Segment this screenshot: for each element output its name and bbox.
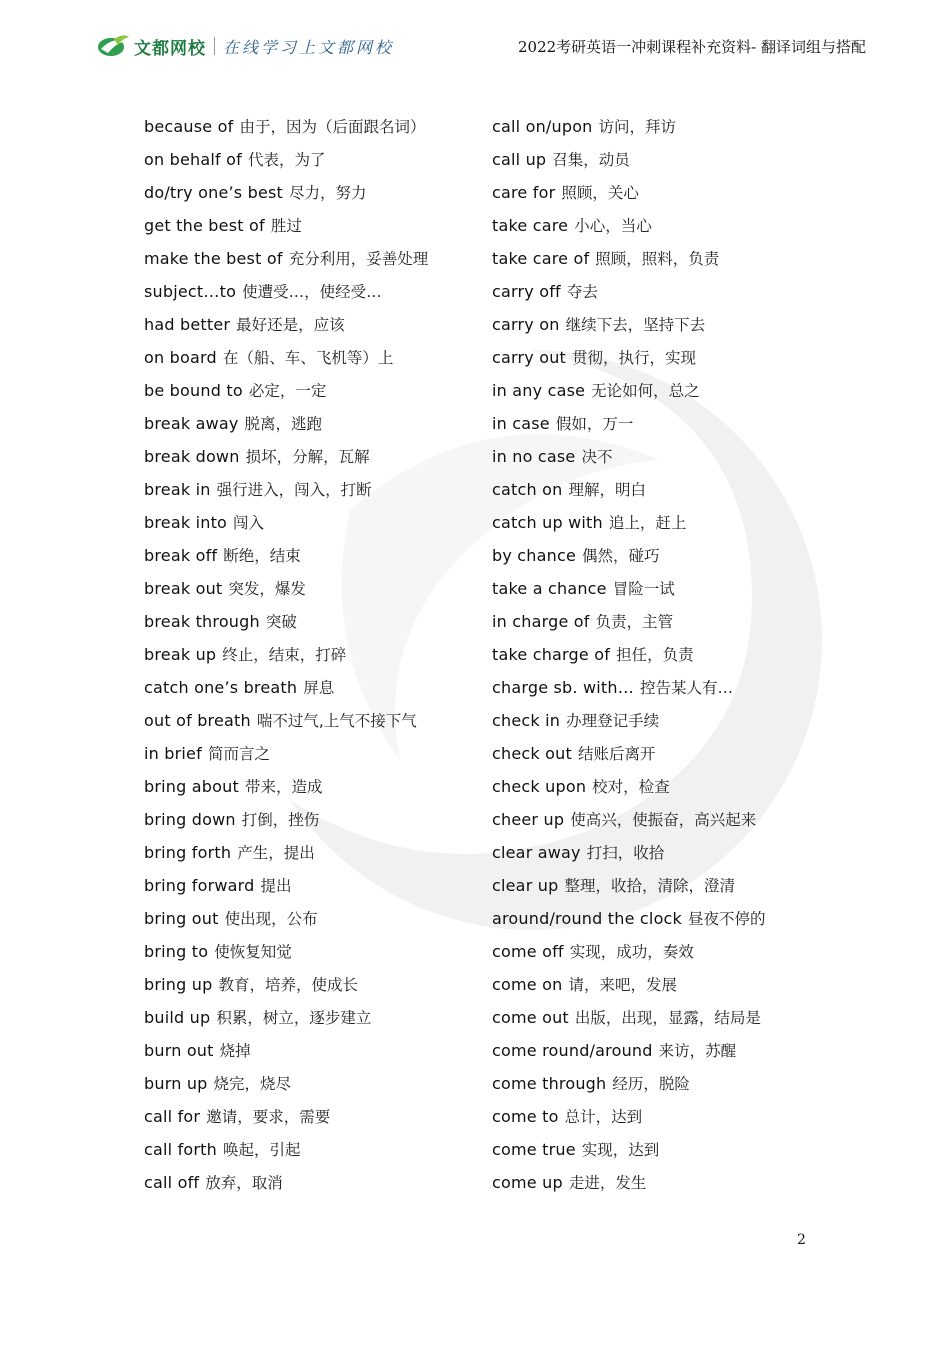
phrase-meaning: 假如，万一 [555,415,634,433]
phrase-text: check out [492,744,572,763]
phrase-entry [492,805,822,838]
phrase-meaning: 放弃，取消 [205,1174,283,1192]
phrase-entry [144,541,474,574]
phrase-text: in brief [144,744,202,763]
phrase-entry [144,112,474,145]
phrase-meaning: 必定，一定 [248,382,327,400]
phrase-entry [492,409,822,442]
phrase-entry [144,673,474,706]
phrase-meaning: 屏息 [303,679,335,697]
phrase-entry [144,442,474,475]
phrase-entry [492,1168,822,1201]
phrase-meaning: 整理，收拾，清除，澄清 [564,877,735,895]
phrase-text: come round/around [492,1041,653,1060]
phrase-meaning: 突发，爆发 [228,580,306,598]
phrase-entry [492,706,822,739]
phrase-meaning: 突破 [265,613,297,631]
phrase-text: call on/upon [492,117,593,136]
phrase-meaning: 最好还是，应该 [236,316,345,334]
phrase-text: cheer up [492,810,565,829]
phrase-entry [492,640,822,673]
phrase-entry [492,178,822,211]
phrase-text: break out [144,579,223,598]
phrase-entry [144,904,474,937]
phrase-entry [492,838,822,871]
phrase-entry [492,376,822,409]
phrase-entry [492,211,822,244]
phrase-text: call off [144,1173,200,1192]
phrase-text: come up [492,1173,563,1192]
phrase-meaning: 积累，树立，逐步建立 [216,1009,372,1027]
phrase-text: call for [144,1107,201,1126]
phrase-entry [492,970,822,1003]
phrase-meaning: 使高兴，使振奋，高兴起来 [570,811,757,829]
phrase-text: in case [492,414,550,433]
phrase-entry [492,1069,822,1102]
phrase-meaning: 偶然，碰巧 [582,547,660,565]
phrase-meaning: 夺去 [566,283,598,301]
phrase-text: because of [144,117,234,136]
phrase-text: come to [492,1107,559,1126]
phrase-entry [144,1003,474,1036]
phrase-text: break away [144,414,239,433]
phrase-meaning: 代表，为了 [247,151,326,169]
phrase-meaning: 实现，达到 [581,1141,660,1159]
phrase-text: burn up [144,1074,208,1093]
phrase-meaning: 烧掉 [219,1042,251,1060]
phrase-text: had better [144,315,231,334]
phrase-text: carry on [492,315,560,334]
phrase-text: by chance [492,546,577,565]
phrase-meaning: 追上，赶上 [608,514,687,532]
phrase-text: bring forward [144,876,255,895]
phrase-meaning: 胜过 [270,217,302,235]
phrase-text: bring out [144,909,219,928]
phrase-entry [144,211,474,244]
phrase-meaning: 尽力，努力 [289,184,367,202]
phrase-text: catch on [492,480,563,499]
phrase-meaning: 冒险一试 [612,580,675,598]
phrase-meaning: 产生，提出 [237,844,315,862]
phrase-text: bring forth [144,843,232,862]
phrase-text: come on [492,975,563,994]
phrase-entry [144,937,474,970]
right-phrase-column [492,112,822,1201]
phrase-meaning: 结账后离开 [577,745,656,763]
phrase-text: break down [144,447,240,466]
phrase-entry [492,607,822,640]
phrase-meaning: 出版，出现，显露，结局是 [574,1009,761,1027]
phrase-meaning: 使恢复知觉 [214,943,292,961]
phrase-entry [492,1003,822,1036]
phrase-text: in no case [492,447,576,466]
phrase-text: call up [492,150,547,169]
phrase-entry [144,343,474,376]
phrase-entry [492,772,822,805]
phrase-text: take charge of [492,645,611,664]
phrase-entry [144,508,474,541]
phrase-entry [144,574,474,607]
phrase-text: around/round the clock [492,909,683,928]
phrase-text: clear away [492,843,581,862]
phrase-meaning: 邀请，要求，需要 [206,1108,331,1126]
phrase-text: bring up [144,975,213,994]
phrase-text: take a chance [492,579,607,598]
phrase-text: catch up with [492,513,603,532]
phrase-entry [144,1036,474,1069]
phrase-text: carry off [492,282,561,301]
phrase-text: break into [144,513,228,532]
phrase-meaning: 请，来吧，发展 [568,976,677,994]
phrase-entry [144,805,474,838]
phrase-entry [144,409,474,442]
phrase-meaning: 闯入 [233,514,265,532]
phrase-entry [144,706,474,739]
phrase-entry [144,1168,474,1201]
brand-logo [96,33,394,59]
phrase-meaning: 充分利用，妥善处理 [288,250,429,268]
phrase-text: take care [492,216,569,235]
phrase-entry [144,1135,474,1168]
phrase-meaning: 提出 [260,877,292,895]
phrase-text: be bound to [144,381,243,400]
phrase-meaning: 由于，因为（后面跟名词） [239,118,426,136]
phrase-entry [492,904,822,937]
phrase-entry [492,475,822,508]
page-number: 2 [797,1232,806,1248]
phrase-entry [492,442,822,475]
phrase-entry [144,1102,474,1135]
phrase-entry [144,838,474,871]
phrase-meaning: 烧完，烧尽 [213,1075,292,1093]
phrase-text: break in [144,480,211,499]
phrase-meaning: 带来，造成 [244,778,323,796]
phrase-text: on behalf of [144,150,242,169]
phrase-entry [492,1036,822,1069]
phrase-text: burn out [144,1041,214,1060]
phrase-meaning: 理解，明白 [568,481,646,499]
phrase-text: break up [144,645,217,664]
phrase-entry [492,112,822,145]
logo-divider [214,37,215,55]
brand-slogan: 在线学习上文都网校 [223,37,395,57]
phrase-meaning: 经历，脱险 [612,1075,690,1093]
phrase-entry [144,145,474,178]
phrase-entry [492,1102,822,1135]
document-title: 2022考研英语一冲刺课程补充资料- 翻译词组与搭配 [517,38,866,56]
phrase-entry [144,772,474,805]
phrase-meaning: 校对，检查 [592,778,670,796]
phrase-text: get the best of [144,216,265,235]
phrase-text: catch one’s breath [144,678,298,697]
phrase-text: do/try one’s best [144,183,284,202]
phrase-meaning: 使出现，公布 [224,910,318,928]
phrase-meaning: 照顾，关心 [561,184,639,202]
phrase-text: come off [492,942,564,961]
phrase-meaning: 终止，结束，打碎 [222,646,347,664]
phrase-text: charge sb. with… [492,678,634,697]
phrase-meaning: 在（船、车、飞机等）上 [222,349,394,367]
phrase-meaning: 喘不过气,上气不接下气 [256,712,417,730]
phrase-text: on board [144,348,217,367]
phrase-text: make the best of [144,249,283,268]
phrase-entry [492,145,822,178]
phrase-meaning: 小心，当心 [574,217,652,235]
phrase-meaning: 教育，培养，使成长 [218,976,358,994]
phrase-entry [144,310,474,343]
phrase-text: in charge of [492,612,590,631]
phrase-text: clear up [492,876,559,895]
phrase-meaning: 控告某人有… [639,679,733,697]
phrase-meaning: 无论如何，总之 [591,382,700,400]
phrase-entry [492,574,822,607]
phrase-text: build up [144,1008,211,1027]
phrase-meaning: 简而言之 [207,745,270,763]
phrase-entry [492,937,822,970]
brand-name: 文都网校 [134,38,206,59]
phrase-meaning: 损坏，分解，瓦解 [245,448,370,466]
phrase-entry [144,739,474,772]
phrase-entry [144,277,474,310]
phrase-meaning: 贯彻，执行，实现 [572,349,697,367]
phrase-meaning: 负责，主管 [595,613,674,631]
phrase-entry [144,475,474,508]
phrase-meaning: 来访，苏醒 [658,1042,737,1060]
phrase-text: in any case [492,381,586,400]
phrase-meaning: 走进，发生 [568,1174,647,1192]
phrase-entry [492,310,822,343]
phrase-meaning: 昼夜不停的 [688,910,766,928]
brand-leaf-icon [96,33,130,59]
phrase-entry [144,376,474,409]
phrase-text: come true [492,1140,576,1159]
phrase-meaning: 照顾，照料，负责 [595,250,720,268]
phrase-entry [144,871,474,904]
left-phrase-column [144,112,474,1201]
phrase-entry [492,508,822,541]
phrase-meaning: 打扫，收拾 [586,844,665,862]
phrase-meaning: 唤起，引起 [223,1141,301,1159]
phrase-entry [492,1135,822,1168]
phrase-text: come out [492,1008,569,1027]
phrase-text: call forth [144,1140,217,1159]
page-header [0,0,950,80]
phrase-entry [144,178,474,211]
phrase-meaning: 强行进入，闯入，打断 [216,481,372,499]
phrase-text: carry out [492,348,567,367]
phrase-entry [144,970,474,1003]
phrase-meaning: 继续下去，坚持下去 [565,316,706,334]
phrase-meaning: 召集，动员 [552,151,630,169]
phrase-text: bring to [144,942,209,961]
phrase-meaning: 脱离，逃跑 [244,415,323,433]
phrase-text: bring down [144,810,236,829]
phrase-text: out of breath [144,711,251,730]
phrase-entry [144,640,474,673]
phrase-meaning: 担任，负责 [616,646,694,664]
phrase-text: check upon [492,777,587,796]
phrase-entry [144,607,474,640]
phrase-text: come through [492,1074,607,1093]
phrase-text: bring about [144,777,239,796]
phrase-entry [144,244,474,277]
phrase-meaning: 使遭受…，使经受… [242,283,382,301]
phrase-meaning: 打倒，挫伤 [241,811,320,829]
phrase-meaning: 实现，成功，奏效 [569,943,694,961]
phrase-text: check in [492,711,561,730]
phrase-entry [492,277,822,310]
phrase-entry [492,244,822,277]
phrase-text: subject…to [144,282,237,301]
phrase-entry [492,343,822,376]
phrase-entry [144,1069,474,1102]
phrase-meaning: 断绝，结束 [223,547,301,565]
phrase-text: care for [492,183,556,202]
phrase-entry [492,871,822,904]
phrase-entry [492,739,822,772]
phrase-meaning: 访问，拜访 [598,118,677,136]
phrase-meaning: 决不 [581,448,613,466]
phrase-text: break off [144,546,218,565]
phrase-meaning: 办理登记手续 [566,712,660,730]
phrase-text: take care of [492,249,590,268]
phrase-meaning: 总计，达到 [564,1108,643,1126]
phrase-entry [492,541,822,574]
phrase-entry [492,673,822,706]
phrase-text: break through [144,612,260,631]
